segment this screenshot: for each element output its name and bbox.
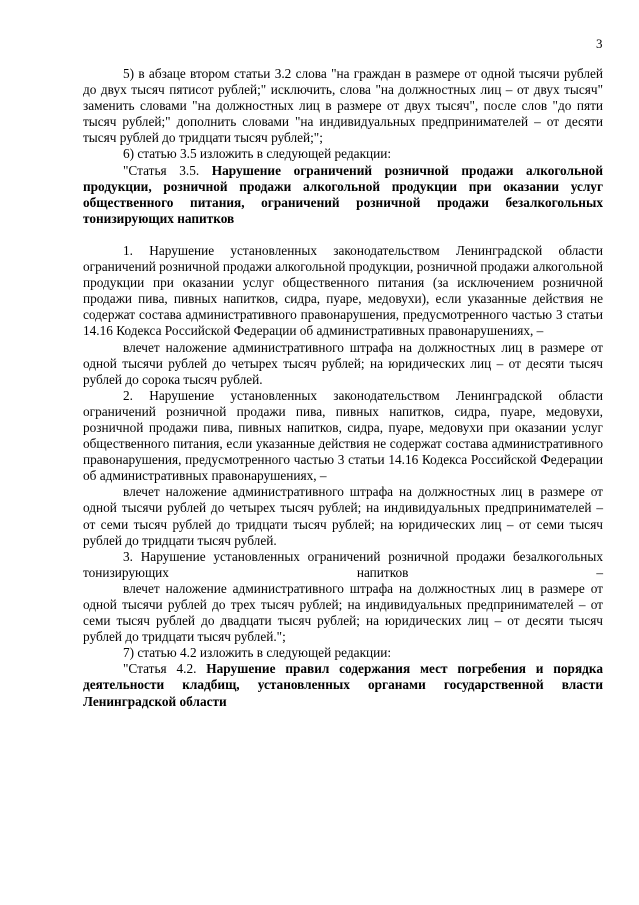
article-3-5-part-2: 2. Нарушение установленных законодательством Ленинградской области ограничений розничной продажи пива, пивных напитков, сидра, пуаре, медовухи, розничной продажи пива, пивных напитков, сидра, пуаре, медовухи при оказании услуг общественного питания, если указанные действия не содержат состава административного правонарушения, предусмотренного частью 3 статьи 14.16 Кодекса Российской Федерации об административных правонарушениях, – <box>83 387 603 484</box>
amendment-paragraph-5: 5) в абзаце втором статьи 3.2 слова "на граждан в размере от одной тысячи рублей до двух тысяч пятисот рублей;" исключить, слова "на должностных лиц – от двух тысяч" заменить словами "на должностных лиц в размере от двух тысяч", после слов "до пяти тысяч рублей;" дополнить словами "на индивидуальных предпринимателей – от десяти тысяч рублей до тридцати тысяч рублей;"; <box>83 66 603 146</box>
article-4-2-title: Нарушение правил содержания мест погребения и порядка деятельности кладбищ, установленных органами государственной власти Ленинградской области <box>83 661 603 709</box>
document-body <box>83 66 603 710</box>
amendment-paragraph-7: 7) статью 4.2 изложить в следующей редакции: <box>123 645 392 661</box>
article-3-5-part-1-penalty: влечет наложение административного штрафа на должностных лиц в размере от одной тысячи рублей до четырех тысяч рублей; на юридических лиц – от десяти тысяч рублей до сорока тысяч рублей. <box>83 339 603 387</box>
article-4-2-heading <box>83 661 603 709</box>
page-number: 3 <box>596 36 603 51</box>
article-3-5-part-2-penalty: влечет наложение административного штрафа на должностных лиц в размере от одной тысячи рублей до четырех тысяч рублей; на индивидуальных предпринимателей – от семи тысяч рублей до тридцати тысяч рублей; на юридических лиц – от семи тысяч рублей до тридцати тысяч рублей. <box>83 484 603 548</box>
article-3-5-part-3: 3. Нарушение установленных ограничений розничной продажи безалкогольных тонизирующих напитков – <box>83 548 603 580</box>
article-3-5-part-3-penalty: влечет наложение административного штрафа на должностных лиц в размере от одной тысячи рублей до трех тысяч рублей; на индивидуальных предпринимателей – от семи тысяч рублей до двадцати тысяч рублей; на юридических лиц – от десяти тысяч рублей до тридцати тысяч рублей."; <box>83 580 603 645</box>
article-3-5-heading <box>83 163 603 227</box>
article-4-2-prefix: "Статья 4.2. <box>123 661 207 677</box>
spacer <box>83 227 603 243</box>
amendment-paragraph-6: 6) статью 3.5 изложить в следующей редакции: <box>123 146 392 162</box>
article-3-5-title: Нарушение ограничений розничной продажи алкогольной продукции, розничной продажи алкогольной продукции при оказании услуг общественного питания, ограничений розничной продажи безалкогольных тонизирующих напитков <box>83 162 603 226</box>
article-3-5-prefix: "Статья 3.5. <box>123 162 212 178</box>
article-3-5-part-1: 1. Нарушение установленных законодательством Ленинградской области ограничений розничной продажи алкогольной продукции, розничной продажи алкогольной продукции при оказании услуг общественного питания (за исключением розничной продажи пива, пивных напитков, сидра, пуаре, медовухи), если указанные действия не содержат состава административного правонарушения, предусмотренного частью 3 статьи 14.16 Кодекса Российской Федерации об административных правонарушениях, – <box>83 242 603 339</box>
